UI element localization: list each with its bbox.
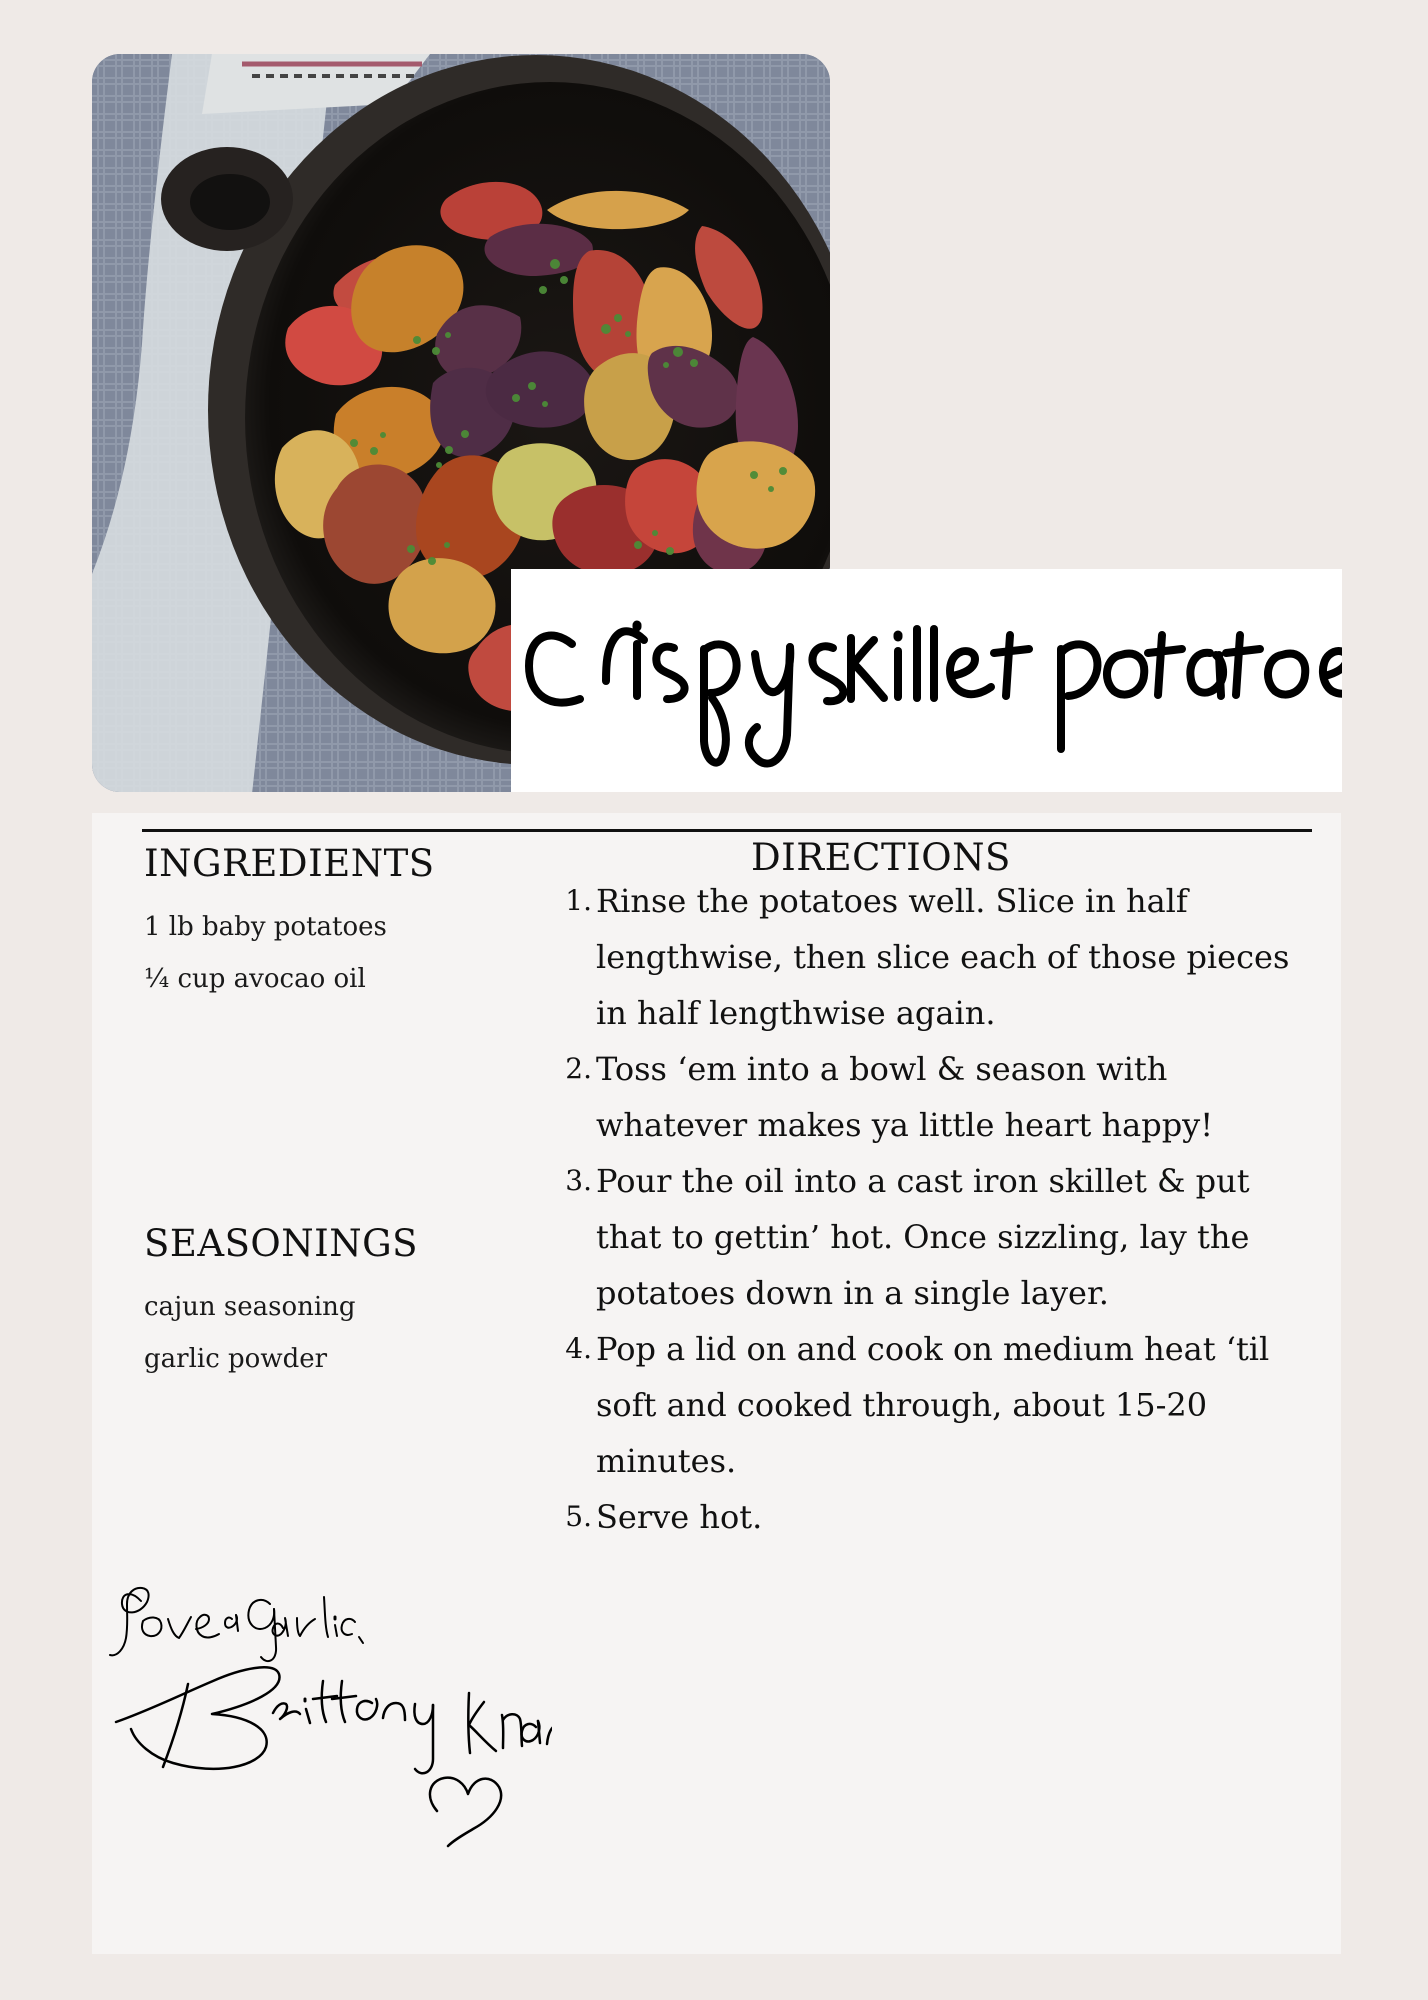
step-text: Rinse the potatoes well. Slice in half lengthwise, then slice each of those pieces in half lengthwise again.	[596, 882, 1290, 1032]
step-text: Toss ‘em into a bowl & season with whatever makes ya little heart happy!	[596, 1050, 1214, 1144]
step-number: 2.	[565, 1052, 592, 1085]
direction-step	[562, 1321, 1322, 1489]
directions-heading: DIRECTIONS	[751, 836, 1011, 879]
step-number: 5.	[565, 1500, 592, 1533]
section-divider	[142, 829, 1312, 832]
seasonings-heading: SEASONINGS	[144, 1222, 419, 1265]
recipe-card	[92, 813, 1341, 1954]
step-number: 3.	[565, 1164, 592, 1197]
ingredient-item: ¼ cup avocao oil	[144, 964, 366, 994]
step-text: Pour the oil into a cast iron skillet & put that to gettin’ hot. Once sizzling, lay the potatoes down in a single layer.	[596, 1162, 1250, 1312]
signature-block	[92, 1573, 552, 1873]
direction-step	[562, 1041, 1322, 1153]
step-text: Pop a lid on and cook on medium heat ‘til soft and cooked through, about 15-20 minutes.	[596, 1330, 1270, 1480]
ingredients-list	[144, 901, 387, 1005]
ingredient-item: 1 lb baby potatoes	[144, 912, 387, 942]
seasoning-item: cajun seasoning	[144, 1292, 356, 1322]
directions-list	[562, 873, 1322, 1545]
ingredients-heading: INGREDIENTS	[144, 842, 435, 885]
seasoning-item: garlic powder	[144, 1344, 328, 1374]
seasonings-list	[144, 1281, 356, 1385]
direction-step	[562, 1153, 1322, 1321]
step-number: 1.	[565, 884, 592, 917]
direction-step	[562, 873, 1322, 1041]
step-number: 4.	[565, 1332, 592, 1365]
title-card	[511, 569, 1342, 792]
step-text: Serve hot.	[596, 1498, 763, 1536]
direction-step	[562, 1489, 1322, 1545]
